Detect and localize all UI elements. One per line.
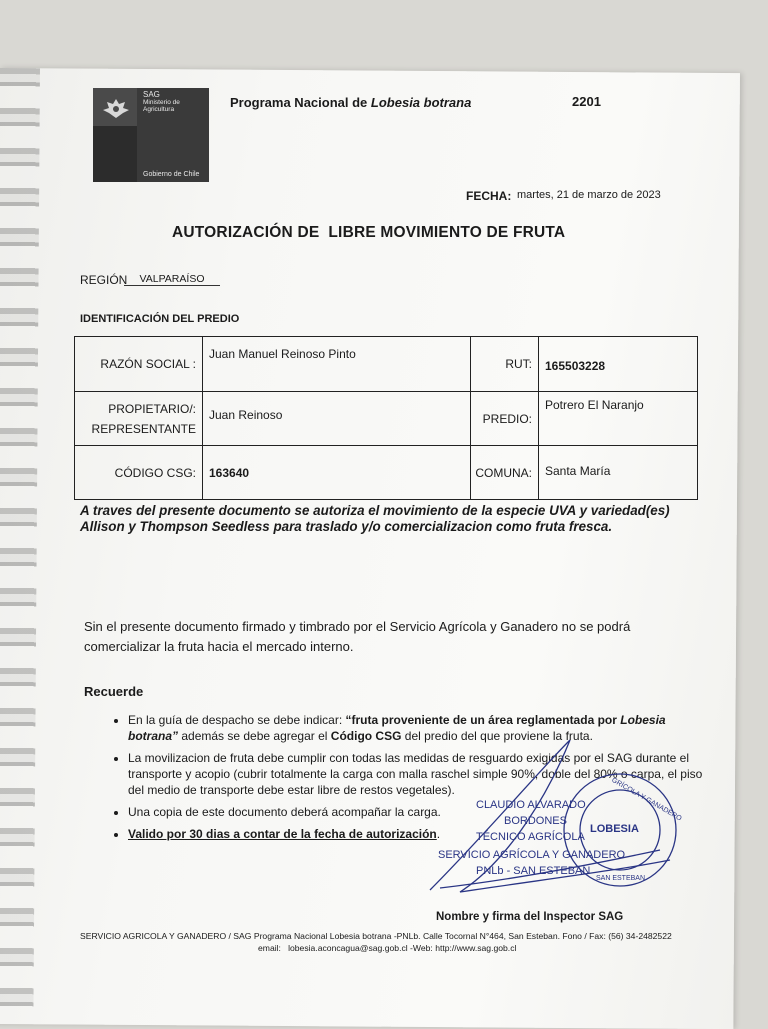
propietario-label: PROPIETARIO/: REPRESENTANTE (75, 392, 203, 446)
predio-table (74, 336, 698, 500)
razon-social-label: RAZÓN SOCIAL : (75, 337, 203, 392)
logo-government-text: Gobierno de Chile (143, 171, 200, 178)
scan-smudge (0, 68, 40, 1024)
program-title: Programa Nacional de Lobesia botrana (230, 95, 472, 110)
region-label: REGIÓN (80, 273, 128, 287)
inspector-stamp-signature (420, 730, 700, 900)
identification-heading: IDENTIFICACIÓN DEL PREDIO (80, 313, 240, 325)
footer-line1: SERVICIO AGRICOLA Y GANADERO / SAG Programa Nacional Lobesia botrana -PNLb. Calle Tocornal N°464, San Esteban. Fono / Fax: (56) 34-2482522 (80, 931, 672, 941)
list-item: • Una copia de este documento deberá acompañar la carga. (128, 804, 708, 820)
stamp-name-line1: CLAUDIO ALVARADO (476, 799, 586, 811)
table-row (75, 446, 698, 500)
footer-line2: email: lobesia.aconcagua@sag.gob.cl -Web: http://www.sag.gob.cl (258, 943, 517, 953)
list-item: • En la guía de despacho se debe indicar: “fruta proveniente de un área reglamentada por Lobesia botrana” además se debe agregar el Código CSG del predio del que proviene la fruta. (128, 712, 708, 744)
rut-label: RUT: (471, 337, 539, 392)
stamp-office: PNLb - SAN ESTEBAN (476, 865, 591, 877)
list-item: • La movilizacion de fruta debe cumplir con todas las medidas de resguardo exigidas por el SAG durante el transporte y acopio (cubrir totalmente la carga con malla raschel simple 90%, doble del 80% o carpa, el piso del medio de transporte debe estar libre de restos vegetales). (128, 750, 708, 798)
csg-label: CÓDIGO CSG: (75, 446, 203, 500)
fecha-label: FECHA: (466, 189, 512, 203)
predio-value: Potrero El Naranjo (539, 392, 698, 446)
recuerde-heading: Recuerde (84, 684, 144, 699)
comuna-label: COMUNA: (471, 446, 539, 500)
logo-agency-text: SAG Ministerio de Agricultura (143, 90, 180, 113)
predio-label: PREDIO: (471, 392, 539, 446)
table-row (75, 392, 698, 446)
signature-label: Nombre y firma del Inspector SAG (436, 911, 624, 923)
list-item: • Valido por 30 dias a contar de la fecha de autorización. (128, 826, 708, 842)
rut-value: 165503228 (539, 337, 698, 392)
comuna-value: Santa María (539, 446, 698, 500)
seal-ring-bottom-text: SAN ESTEBAN (596, 875, 646, 882)
propietario-value: Juan Reinoso (203, 392, 471, 446)
csg-value: 163640 (203, 446, 471, 500)
coat-of-arms-icon (99, 96, 133, 122)
stamp-name-line2: BORDONES (504, 815, 567, 827)
sag-logo (93, 88, 209, 182)
razon-social-value: Juan Manuel Reinoso Pinto (203, 337, 471, 392)
stamp-role: TÉCNICO AGRÍCOLA (476, 831, 585, 843)
fecha-value: martes, 21 de marzo de 2023 (517, 189, 661, 201)
region-value: VALPARAÍSO (124, 273, 220, 286)
stamp-service: SERVICIO AGRÍCOLA Y GANADERO (438, 849, 626, 861)
seal-ring-top-text: GRÍCOLA Y GANADERO (610, 776, 683, 823)
warning-text: Sin el presente documento firmado y timbrado por el Servicio Agrícola y Ganadero no se podrá comercializar la fruta hacia el mercado interno. (84, 619, 631, 654)
footer (80, 930, 700, 954)
document-number: 2201 (572, 94, 601, 109)
authorization-text: A traves del presente documento se autoriza el movimiento de la especie UVA y variedad(es) Allison y Thompson Seedless para traslado y/o comercializacion como fruta fresca. (80, 503, 670, 534)
document-title: AUTORIZACIÓN DE LIBRE MOVIMIENTO DE FRUTA (172, 224, 566, 241)
seal-center-text: LOBESIA (590, 823, 639, 835)
table-row (75, 337, 698, 392)
